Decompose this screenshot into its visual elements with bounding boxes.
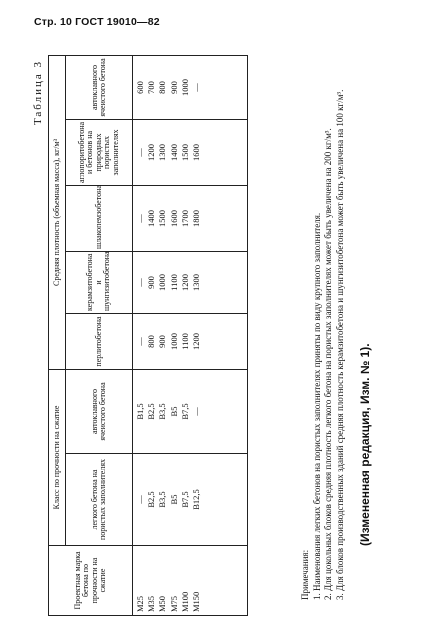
column-agloporite-density — [133, 120, 248, 186]
header-perlite-concrete: перлитобетона — [66, 314, 133, 370]
header-strength-class: Класс по прочности на сжатие — [49, 370, 66, 546]
header-slag-pumice-concrete: шлакопемзобетона — [66, 186, 133, 252]
table-cell: В12,5 — [191, 489, 202, 510]
table-cell: В2,5 — [146, 491, 157, 508]
table-cell: 1300 — [191, 274, 202, 291]
table-cell: 1500 — [179, 144, 190, 161]
table-cell: 600 — [135, 81, 145, 94]
table-cell: В1,5 — [135, 403, 145, 420]
table-caption: Таблица 3 — [32, 60, 44, 126]
column-grade — [133, 546, 248, 616]
amendment-note: (Измененная редакция, Изм. № 1). — [358, 343, 372, 546]
table-cell: 800 — [157, 81, 168, 94]
table-cell: 700 — [146, 81, 157, 94]
table-cell: — — [191, 407, 202, 416]
table-cell: М50 — [157, 595, 168, 612]
table-cell: — — [135, 337, 145, 346]
column-keramzite-density — [133, 252, 248, 314]
header-agloporite-concrete: аглопоритобетона и бетонов на природных пористых заполнителях — [66, 120, 133, 186]
table-cell: — — [135, 214, 145, 223]
table-cell: В5 — [168, 494, 179, 505]
table-cell: 1000 — [168, 333, 179, 350]
column-slag-pumice-density — [133, 186, 248, 252]
header-lightweight-concrete: легкого бетона на пористых заполнителях — [66, 454, 133, 546]
note-1: 1. Наименования легких бетонов на пористых заполнителях приняты по виду крупного заполнителя. — [311, 212, 322, 600]
table-cell: М75 — [168, 595, 179, 612]
table-cell: 1500 — [157, 210, 168, 227]
page-header: Стр. 10 ГОСТ 19010—82 — [34, 16, 160, 28]
table-cell: 900 — [146, 276, 157, 289]
table-cell: 1200 — [146, 144, 157, 161]
column-lightweight-class — [133, 454, 248, 546]
header-keramzite-concrete: керамзитобетона и шунгизитобетона — [66, 252, 133, 314]
table-cell: В5 — [168, 406, 179, 417]
header-autoclave-cellular-density: автоклавного ячеистого бетона — [66, 56, 133, 120]
table-cell: 1100 — [168, 274, 179, 291]
table-cell: 900 — [157, 335, 168, 348]
table-cell: В3,5 — [157, 491, 168, 508]
table-cell: 1600 — [191, 144, 202, 161]
table-cell: 1600 — [168, 210, 179, 227]
column-autoclave-class — [133, 370, 248, 454]
density-class-table — [48, 55, 248, 616]
header-autoclave-cellular: автоклавного ячеистого бетона — [66, 370, 133, 454]
notes-title: Примечания: — [300, 549, 310, 600]
table-cell: М150 — [191, 591, 202, 612]
table-cell: М100 — [179, 591, 190, 612]
note-3: 3. Для блоков производственных зданий средняя плотность керамзитобетона и шунгизитобетона может быть увеличена на 100 кг/м³. — [334, 89, 345, 600]
column-autoclave-density — [133, 56, 248, 120]
table-cell: 1200 — [191, 333, 202, 350]
table-cell: 800 — [146, 335, 157, 348]
column-perlite-density — [133, 314, 248, 370]
table-cell: 1100 — [179, 333, 190, 350]
table-cell: В7,5 — [179, 491, 190, 508]
table-cell: 900 — [168, 81, 179, 94]
table-body-row — [133, 56, 248, 616]
table-cell: М35 — [146, 595, 157, 612]
table-cell: 1700 — [179, 210, 190, 227]
table-cell: — — [191, 83, 202, 92]
table-cell: 1800 — [191, 210, 202, 227]
table-cell: 1200 — [179, 274, 190, 291]
rotated-table-block — [30, 56, 414, 616]
table-cell: 1000 — [157, 274, 168, 291]
table-cell: В7,5 — [179, 403, 190, 420]
table-cell: В2,5 — [146, 403, 157, 420]
note-2: 2. Для цокольных блоков средняя плотность легкого бетона на пористых заполнителях может быть увеличена на 200 кг/м³. — [323, 128, 333, 600]
table-cell: В3,5 — [157, 403, 168, 420]
table-cell: — — [135, 495, 145, 504]
notes-section — [300, 56, 372, 616]
table-cell: 1000 — [179, 79, 190, 96]
table-cell: 1400 — [146, 210, 157, 227]
table-cell: М25 — [135, 595, 145, 612]
header-grade: Проектная марка бетона по прочности на сжатие — [49, 546, 133, 616]
header-average-density: Средняя плотность (объемная масса), кг/м³ — [49, 56, 66, 370]
table-cell: — — [135, 278, 145, 287]
table-cell: 1400 — [168, 144, 179, 161]
table-cell: — — [135, 148, 145, 157]
table-cell: 1300 — [157, 144, 168, 161]
